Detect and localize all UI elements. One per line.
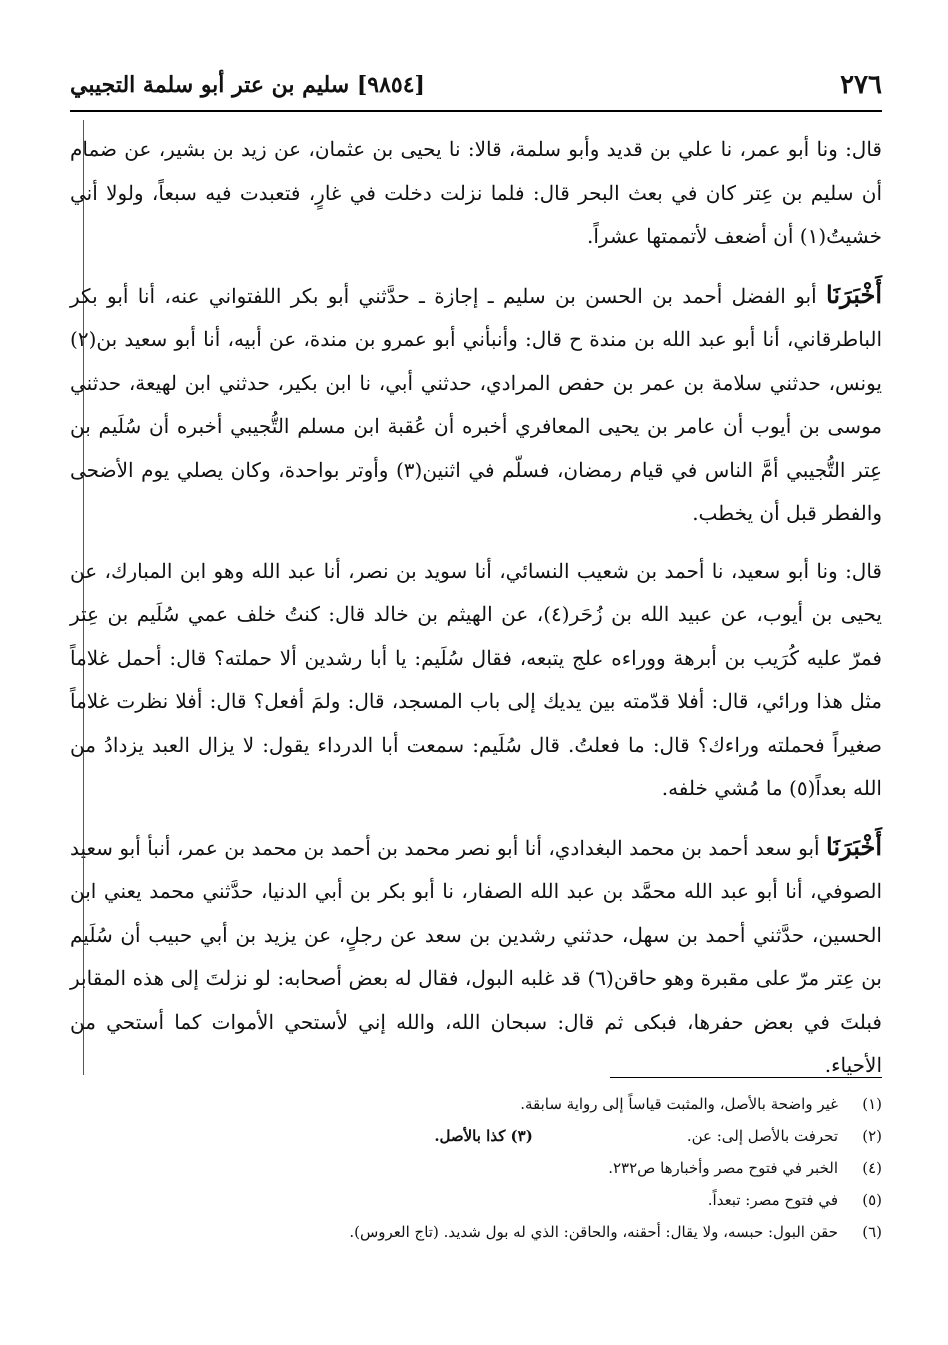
page-number: ٢٧٦ bbox=[840, 70, 882, 100]
paragraph-1: قال: ونا أبو عمر، نا علي بن قديد وأبو سلمة، قالا: نا يحيى بن عثمان، عن زيد بن بشير، عن ضمام أن سليم بن عِتر كان في بعث البحر قال: فلما نزلت دخلت في غارٍ، فتعبدت فيه سبعاً، ولولا أني خشيتُ(١) أن أضعف لأتممتها عشراً. bbox=[70, 137, 882, 248]
footnote-number: (٥) bbox=[862, 1191, 882, 1209]
footnote-5 bbox=[110, 1184, 882, 1216]
footnote-number: (١) bbox=[862, 1095, 882, 1113]
paragraph-4 bbox=[70, 825, 882, 1088]
footnote-number: (٢) bbox=[862, 1127, 882, 1145]
akhbarana-heading: أَخْبَرَنَا bbox=[826, 831, 882, 861]
footnote-number: (٤) bbox=[862, 1159, 882, 1177]
header-rule bbox=[70, 110, 882, 112]
footnote-number: (٦) bbox=[862, 1223, 882, 1241]
page-header bbox=[70, 62, 882, 108]
footnote-text: الخبر في فتوح مصر وأخبارها ص٢٣٢. bbox=[608, 1159, 838, 1177]
footnote-6 bbox=[110, 1216, 882, 1248]
paragraph-2-text: أبو الفضل أحمد بن الحسن بن سليم ـ إجازة ـ حدَّثني أبو بكر اللفتواني عنه، أنا أبو بكر الباطرقاني، أنا أبو عبد الله بن مندة ح قال: وأنبأني أبو عمرو بن مندة، عن أبيه، أنا أبو سعيد بن(٢) يونس، حدثني سلامة بن عمر بن حفص المرادي، حدثني أبي، نا ابن بكير، حدثني ابن لهيعة، حدثني موسى بن أيوب أن عامر بن يحيى المعافري أخبره أن عُقبة ابن مسلم التُّجيبي أخبره أن سُلَيم بن عِتر التُّجيبي أمَّ الناس في قيام رمضان، فسلّم في اثنين(٣) وأوتر بواحدة، وكان يصلي يوم الأضحى والفطر قبل أن يخطب. bbox=[70, 283, 883, 525]
paragraph-2 bbox=[70, 273, 882, 536]
footnote-rule bbox=[610, 1077, 882, 1078]
footnote-text: تحرفت بالأصل إلى: عن. bbox=[686, 1127, 838, 1145]
main-text bbox=[70, 128, 882, 1088]
akhbarana-heading: أَخْبَرَنَا bbox=[826, 279, 882, 309]
footnote-2 bbox=[110, 1120, 882, 1152]
paragraph-4-text: أبو سعد أحمد بن محمد البغدادي، أنا أبو نصر محمد بن أحمد بن محمد بن عمر، أنبأ أبو سعيد الصوفي، أنا أبو عبد الله محمَّد بن عبد الله الصفار، نا أبو بكر بن أبي الدنيا، حدَّثني محمد يعني ابن الحسين، حدَّثني أحمد بن سهل، حدثني رشدين بن سعد عن رجلٍ، عن يزيد بن أبي حبيب أن سُلَيم بن عِتر مرّ على مقبرة وهو حاقن(٦) قد غلبه البول، فقال له بعض أصحابه: لو نزلتَ إلى هذه المقابر فبلتَ في بعض حفرها، فبكى ثم قال: سبحان الله، والله إني لأستحي الأموات كما أستحي من الأحياء. bbox=[70, 835, 883, 1077]
footnote-1 bbox=[110, 1088, 882, 1120]
footnote-text: في فتوح مصر: تبعداً. bbox=[707, 1191, 838, 1209]
footnote-3-inline: (٣) كذا بالأصل. bbox=[434, 1127, 533, 1145]
footnote-text: حقن البول: حبسه، ولا يقال: أحقنه، والحاقن: الذي له بول شديد. (تاج العروس). bbox=[349, 1223, 838, 1241]
paragraph-3: قال: ونا أبو سعيد، نا أحمد بن شعيب النسائي، أنا سويد بن نصر، أنا عبد الله وهو ابن المبارك، عن يحيى بن أيوب، عن عبيد الله بن زُحَر(٤)، عن الهيثم بن خالد قال: كنتُ خلف عمي سُلَيم بن عِتر فمرّ عليه كُرَيب بن أبرهة ووراءه علج يتبعه، فقال سُلَيم: يا أبا رشدين ألا حملته؟ قال: أحمل غلاماً مثل هذا ورائي، قال: أفلا قدّمته بين يديك إلى باب المسجد، قال: ولمَ أفعل؟ قال: أفلا نظرت غلاماً صغيراً فحملته وراءك؟ قال: ما فعلتُ. قال سُلَيم: سمعت أبا الدرداء يقول: لا يزال العبد يزدادُ من الله بعداً(٥) ما مُشي خلفه. bbox=[70, 558, 883, 800]
footnote-text: غير واضحة بالأصل، والمثبت قياساً إلى رواية سابقة. bbox=[520, 1095, 838, 1113]
running-title: [٩٨٥٤] سليم بن عتر أبو سلمة التجيبي bbox=[70, 72, 425, 98]
footnote-4 bbox=[110, 1152, 882, 1184]
footnotes bbox=[110, 1088, 882, 1248]
